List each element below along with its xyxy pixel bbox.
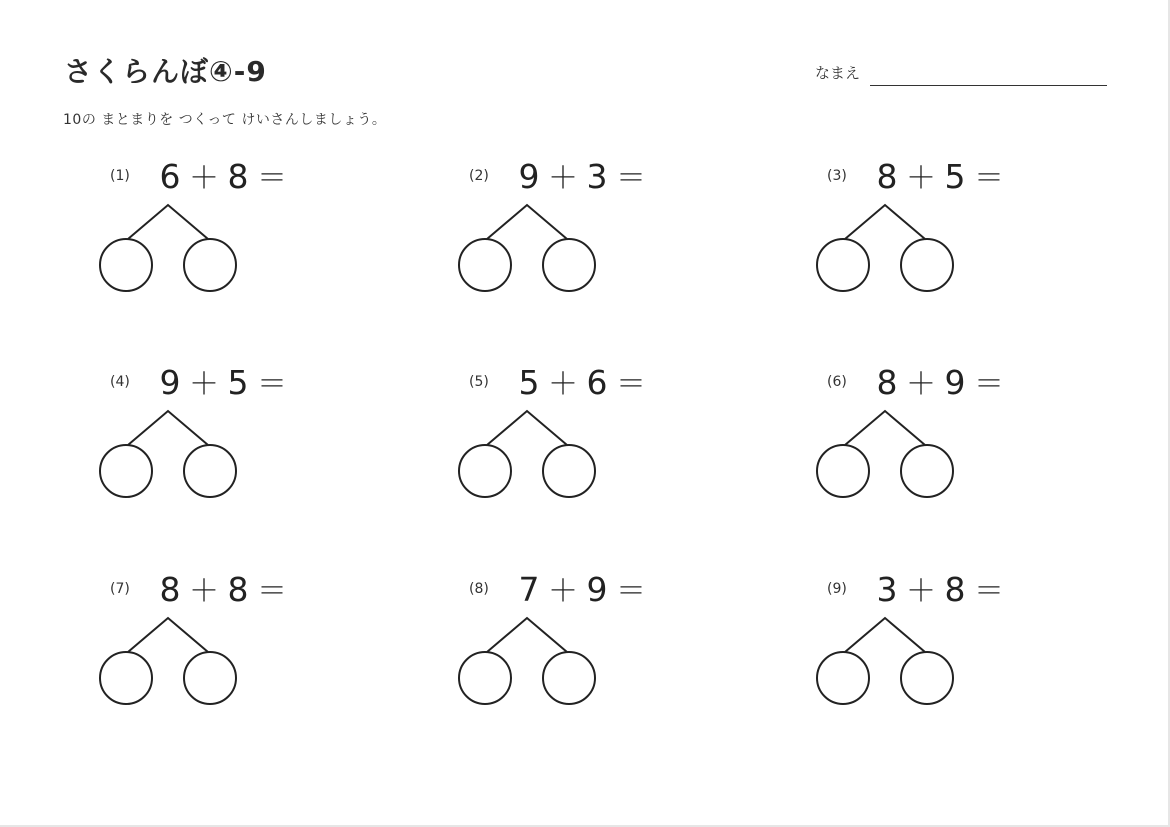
cherry-stem — [487, 618, 567, 652]
cherry-diagram — [98, 594, 258, 704]
problem-number: (4) — [110, 374, 130, 390]
worksheet-title: さくらんぼ④-9 — [64, 55, 267, 88]
cherry-diagram — [457, 181, 617, 291]
cherry-circle-left[interactable] — [100, 652, 152, 704]
cherry-circle-right[interactable] — [901, 445, 953, 497]
plus-sign: ＋ — [906, 161, 936, 196]
plus-sign: ＋ — [189, 367, 219, 402]
cherry-circle-right[interactable] — [543, 652, 595, 704]
problem-6 — [827, 361, 1127, 501]
cherry-circle-left[interactable] — [100, 239, 152, 291]
equals-sign: ＝ — [974, 367, 1004, 402]
cherry-circle-right[interactable] — [901, 239, 953, 291]
addend-a: 9 — [159, 363, 181, 402]
cherry-circle-right[interactable] — [901, 652, 953, 704]
plus-sign: ＋ — [189, 161, 219, 196]
addend-b: 8 — [227, 570, 249, 609]
name-area — [815, 62, 1107, 88]
addend-a: 7 — [518, 570, 540, 609]
problem-1 — [110, 155, 410, 295]
cherry-circle-right[interactable] — [543, 445, 595, 497]
cherry-circle-right[interactable] — [184, 652, 236, 704]
problem-number: (3) — [827, 168, 847, 184]
equals-sign: ＝ — [616, 161, 646, 196]
addend-b: 6 — [586, 363, 608, 402]
cherry-circle-left[interactable] — [459, 652, 511, 704]
cherry-circle-right[interactable] — [184, 445, 236, 497]
addend-b: 8 — [227, 157, 249, 196]
equals-sign: ＝ — [974, 161, 1004, 196]
addend-a: 8 — [159, 570, 181, 609]
cherry-circle-right[interactable] — [543, 239, 595, 291]
cherry-circle-right[interactable] — [184, 239, 236, 291]
plus-sign: ＋ — [548, 161, 578, 196]
addend-a: 9 — [518, 157, 540, 196]
problem-2 — [469, 155, 769, 295]
problem-number: (7) — [110, 581, 130, 597]
addend-a: 5 — [518, 363, 540, 402]
cherry-stem — [128, 411, 208, 445]
problem-number: (6) — [827, 374, 847, 390]
cherry-stem — [487, 411, 567, 445]
problem-number: (2) — [469, 168, 489, 184]
problem-5 — [469, 361, 769, 501]
equals-sign: ＝ — [257, 574, 287, 609]
addend-b: 3 — [586, 157, 608, 196]
equals-sign: ＝ — [616, 574, 646, 609]
equals-sign: ＝ — [974, 574, 1004, 609]
cherry-circle-left[interactable] — [817, 652, 869, 704]
cherry-stem — [128, 618, 208, 652]
cherry-stem — [128, 205, 208, 239]
addend-a: 6 — [159, 157, 181, 196]
problem-number: (1) — [110, 168, 130, 184]
addend-b: 8 — [944, 570, 966, 609]
problem-3 — [827, 155, 1127, 295]
instruction-text: 10の まとまりを つくって けいさんしましょう。 — [63, 112, 387, 128]
addend-a: 3 — [876, 570, 898, 609]
equals-sign: ＝ — [257, 161, 287, 196]
cherry-circle-left[interactable] — [459, 445, 511, 497]
name-write-line[interactable] — [870, 85, 1107, 86]
cherry-diagram — [457, 594, 617, 704]
addend-a: 8 — [876, 157, 898, 196]
name-label: なまえ — [815, 64, 861, 82]
plus-sign: ＋ — [548, 367, 578, 402]
addend-b: 9 — [944, 363, 966, 402]
problem-7 — [110, 568, 410, 708]
plus-sign: ＋ — [906, 574, 936, 609]
cherry-circle-left[interactable] — [459, 239, 511, 291]
cherry-diagram — [457, 387, 617, 497]
cherry-diagram — [815, 387, 975, 497]
plus-sign: ＋ — [906, 367, 936, 402]
problem-8 — [469, 568, 769, 708]
cherry-circle-left[interactable] — [100, 445, 152, 497]
addend-b: 5 — [944, 157, 966, 196]
cherry-stem — [487, 205, 567, 239]
addend-a: 8 — [876, 363, 898, 402]
cherry-stem — [845, 618, 925, 652]
problem-4 — [110, 361, 410, 501]
cherry-stem — [845, 205, 925, 239]
equals-sign: ＝ — [257, 367, 287, 402]
plus-sign: ＋ — [189, 574, 219, 609]
cherry-diagram — [98, 387, 258, 497]
problem-number: (8) — [469, 581, 489, 597]
cherry-circle-left[interactable] — [817, 239, 869, 291]
cherry-diagram — [815, 181, 975, 291]
addend-b: 5 — [227, 363, 249, 402]
plus-sign: ＋ — [548, 574, 578, 609]
cherry-circle-left[interactable] — [817, 445, 869, 497]
problem-number: (9) — [827, 581, 847, 597]
equals-sign: ＝ — [616, 367, 646, 402]
cherry-diagram — [815, 594, 975, 704]
addend-b: 9 — [586, 570, 608, 609]
problem-number: (5) — [469, 374, 489, 390]
cherry-diagram — [98, 181, 258, 291]
problem-9 — [827, 568, 1127, 708]
cherry-stem — [845, 411, 925, 445]
